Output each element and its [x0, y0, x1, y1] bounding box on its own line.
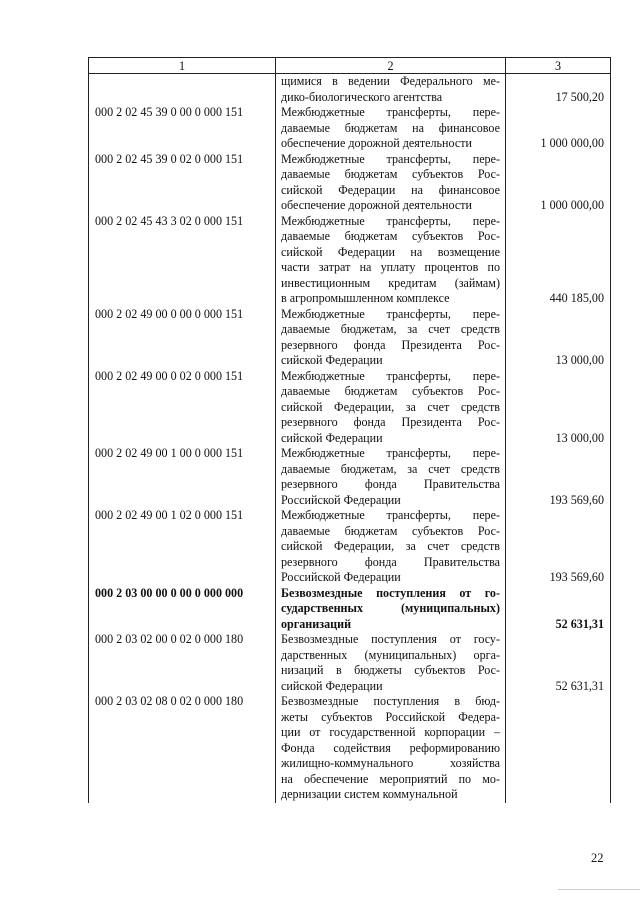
revenue-name-cell — [276, 74, 506, 106]
revenue-name-line: Фонда содействия реформированию — [281, 740, 500, 755]
column-header-amount: 3 — [506, 58, 611, 74]
revenue-name-cell — [276, 632, 506, 694]
amount-cell: 193 569,60 — [506, 508, 611, 586]
revenue-name-line: Безвозмездные поступления от го- — [281, 585, 500, 600]
budget-code-cell: 000 2 02 45 39 0 00 0 000 151 — [89, 105, 276, 152]
table-header-row — [89, 58, 611, 74]
revenue-name-line: резервного фонда Президента Рос- — [281, 415, 500, 429]
revenue-name-line: даваемые бюджетам субъектов Рос- — [281, 167, 500, 181]
budget-code-cell: 000 2 02 49 00 1 00 0 000 151 — [89, 446, 276, 508]
table-row — [89, 105, 611, 152]
amount-cell: 1 000 000,00 — [506, 152, 611, 214]
revenue-name-line: Межбюджетные трансферты, пере- — [281, 508, 500, 522]
table-body — [89, 74, 611, 803]
revenue-name-line: даваемые бюджетам, за счет средств — [281, 322, 500, 336]
budget-code-cell: 000 2 02 45 43 3 02 0 000 151 — [89, 214, 276, 307]
revenue-name-line: части затрат на уплату процентов по — [281, 260, 500, 274]
revenue-name-line: жилищно-коммунального хозяйства — [281, 756, 500, 770]
amount-cell: 17 500,20 — [506, 74, 611, 106]
revenue-name-line: Безвозмездные поступления от госу- — [281, 632, 500, 646]
revenue-name-cell — [276, 369, 506, 447]
revenue-name-cell — [276, 694, 506, 803]
revenue-name-line: дарственных (муниципальных) орга- — [281, 647, 500, 662]
column-header-name: 2 — [276, 58, 506, 74]
budget-code-cell: 000 2 02 49 00 1 02 0 000 151 — [89, 508, 276, 586]
revenue-name-line: сийской Федерации, за счет средств — [281, 399, 500, 414]
revenue-name-line: Межбюджетные трансферты, пере- — [281, 368, 500, 383]
revenue-name-line: даваемые бюджетам, за счет средств — [281, 461, 500, 476]
revenue-name-line: организаций — [281, 616, 352, 631]
amount-cell: 13 000,00 — [506, 369, 611, 447]
budget-code-cell: 000 2 02 49 00 0 00 0 000 151 — [89, 307, 276, 369]
budget-revenue-table — [88, 57, 611, 803]
revenue-name-line: Российской Федерации — [281, 492, 401, 507]
table-row — [89, 307, 611, 369]
revenue-name-cell — [276, 307, 506, 369]
table-row — [89, 152, 611, 214]
revenue-name-line: резервного фонда Президента Рос- — [281, 337, 500, 352]
revenue-name-line: дико-биологического агентства — [281, 89, 443, 104]
amount-cell: 1 000 000,00 — [506, 105, 611, 152]
revenue-name-line: сийской Федерации, за счет средств — [281, 539, 500, 553]
revenue-name-line: инвестиционным кредитам (займам) — [281, 275, 500, 290]
amount-cell: 13 000,00 — [506, 307, 611, 369]
revenue-name-line: Безвозмездные поступления в бюд- — [281, 694, 500, 708]
budget-code-cell: 000 2 03 00 00 0 00 0 000 000 — [89, 586, 276, 633]
revenue-name-line: сийской Федерации на финансовое — [281, 182, 500, 197]
table-row — [89, 508, 611, 586]
revenue-name-line: Межбюджетные трансферты, пере- — [281, 306, 500, 321]
column-header-code: 1 — [89, 58, 276, 74]
revenue-name-line: обеспечение дорожной деятельности — [281, 198, 472, 212]
amount-cell — [506, 694, 611, 803]
revenue-name-line: сийской Федерации — [281, 353, 383, 367]
revenue-name-line: сийской Федерации на возмещение — [281, 244, 500, 259]
amount-cell: 440 185,00 — [506, 214, 611, 307]
revenue-name-line: на обеспечение мероприятий по мо- — [281, 771, 500, 786]
table-row — [89, 369, 611, 447]
revenue-name-line: щимися в ведении Федерального ме- — [281, 74, 500, 88]
revenue-name-cell — [276, 214, 506, 307]
amount-cell: 52 631,31 — [506, 632, 611, 694]
amount-cell: 52 631,31 — [506, 586, 611, 633]
revenue-name-line: резервного фонда Правительства — [281, 554, 500, 569]
revenue-name-line: даваемые бюджетам на финансовое — [281, 120, 500, 135]
revenue-name-line: сийской Федерации — [281, 678, 383, 693]
scan-edge-line — [558, 889, 640, 890]
revenue-name-line: Межбюджетные трансферты, пере- — [281, 446, 500, 460]
table-row — [89, 214, 611, 307]
revenue-name-line: ции от государственной корпорации – — [281, 725, 500, 739]
revenue-name-cell — [276, 586, 506, 633]
budget-code-cell — [89, 74, 276, 106]
budget-code-cell: 000 2 03 02 00 0 02 0 000 180 — [89, 632, 276, 694]
revenue-name-cell — [276, 152, 506, 214]
budget-code-cell: 000 2 02 49 00 0 02 0 000 151 — [89, 369, 276, 447]
revenue-name-line: дернизации систем коммунальной — [281, 787, 458, 801]
revenue-name-line: резервного фонда Правительства — [281, 477, 500, 491]
revenue-name-line: сийской Федерации — [281, 430, 383, 445]
revenue-name-line: даваемые бюджетам субъектов Рос- — [281, 229, 500, 243]
table-row — [89, 446, 611, 508]
revenue-name-line: жеты субъектов Российской Федера- — [281, 709, 500, 724]
budget-code-cell: 000 2 03 02 08 0 02 0 000 180 — [89, 694, 276, 803]
table-row — [89, 632, 611, 694]
table-row — [89, 586, 611, 633]
revenue-name-cell — [276, 105, 506, 152]
revenue-name-line: Межбюджетные трансферты, пере- — [281, 213, 500, 228]
table-row — [89, 74, 611, 106]
revenue-name-line: в агропромышленном комплексе — [281, 291, 450, 305]
revenue-name-line: обеспечение дорожной деятельности — [281, 136, 472, 150]
revenue-name-cell — [276, 446, 506, 508]
revenue-name-cell — [276, 508, 506, 586]
budget-code-cell: 000 2 02 45 39 0 02 0 000 151 — [89, 152, 276, 214]
table-row — [89, 694, 611, 803]
revenue-name-line: низаций в бюджеты субъектов Рос- — [281, 663, 500, 677]
revenue-name-line: даваемые бюджетам субъектов Рос- — [281, 523, 500, 538]
amount-cell: 193 569,60 — [506, 446, 611, 508]
revenue-name-line: Межбюджетные трансферты, пере- — [281, 105, 500, 119]
revenue-name-line: даваемые бюджетам субъектов Рос- — [281, 384, 500, 398]
page-number: 22 — [591, 851, 604, 865]
revenue-name-line: Российской Федерации — [281, 570, 401, 584]
revenue-name-line: сударственных (муниципальных) — [281, 601, 500, 615]
revenue-name-line: Межбюджетные трансферты, пере- — [281, 151, 500, 166]
